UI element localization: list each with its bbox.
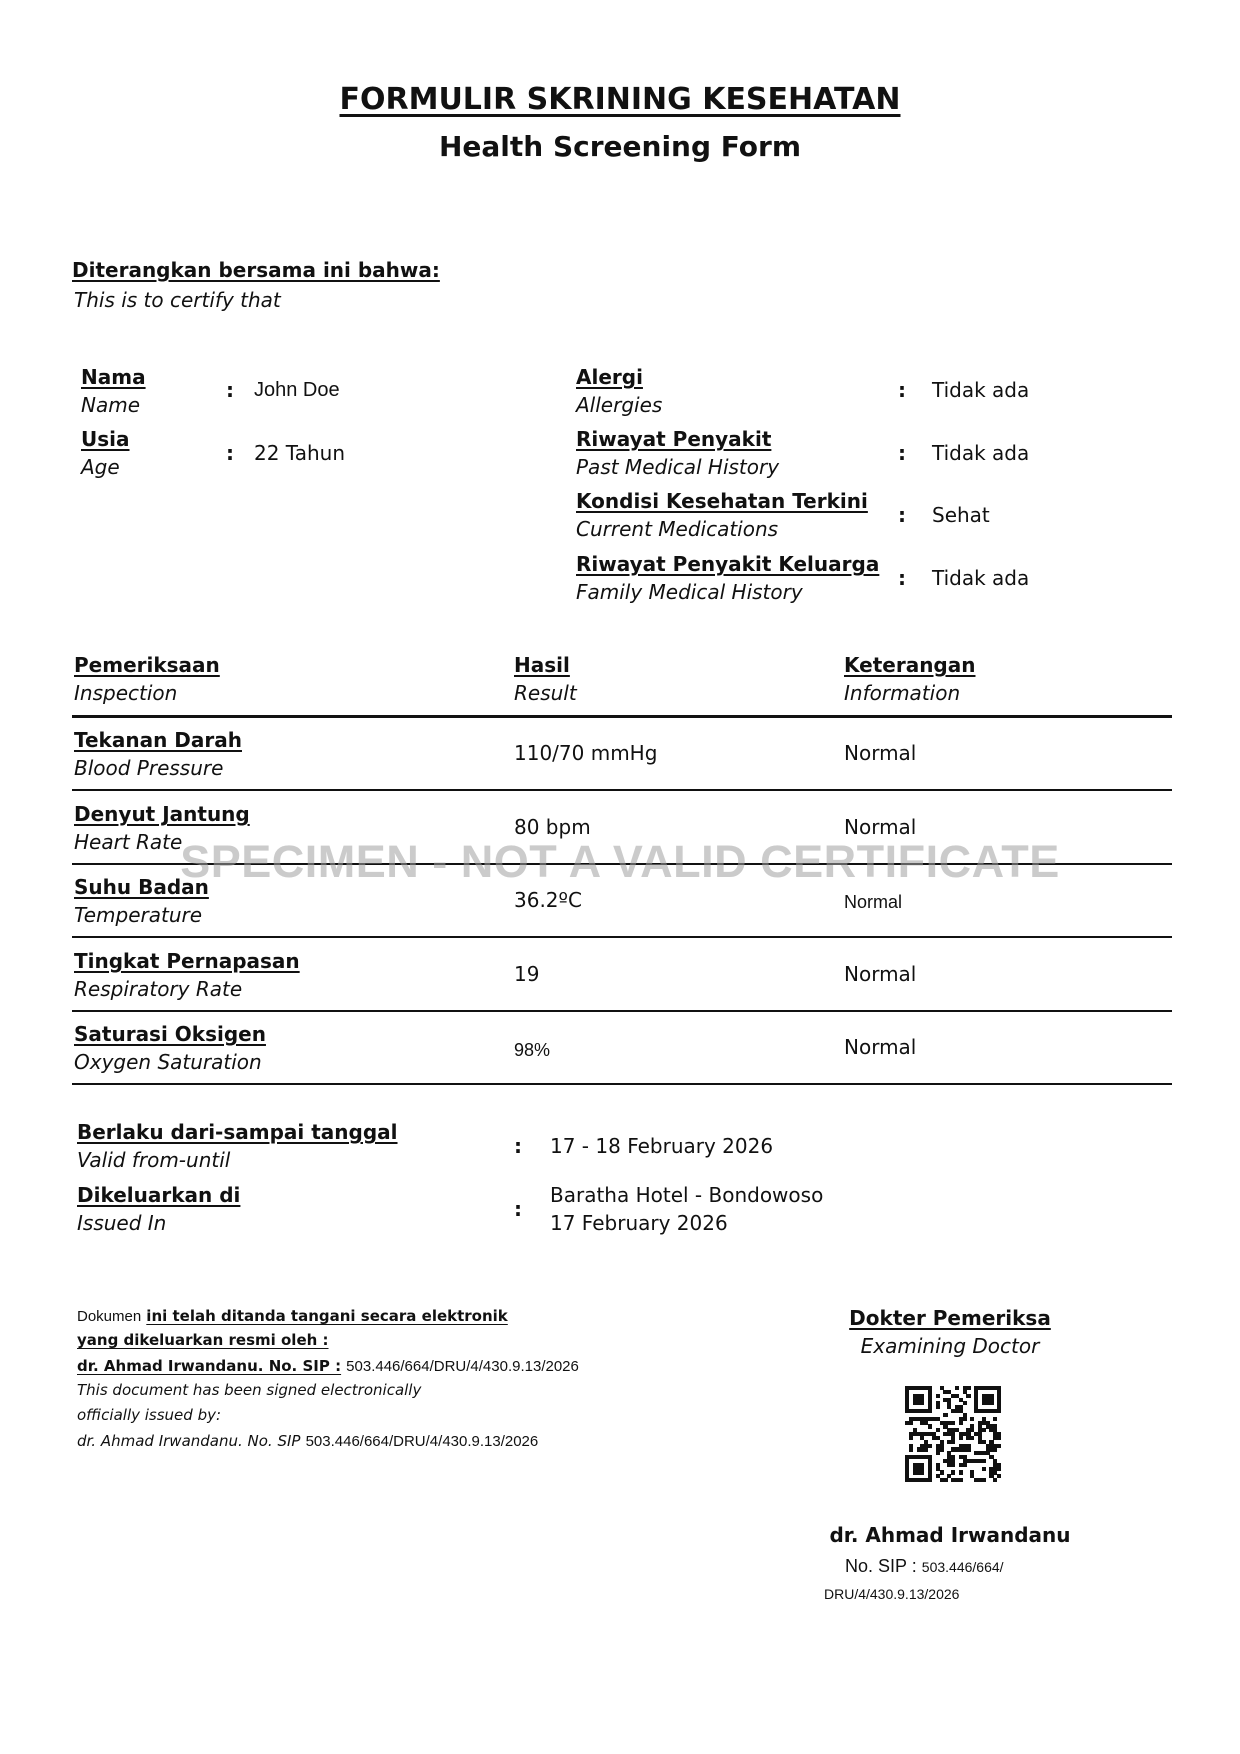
esign-line-6: [77, 1431, 538, 1450]
qr-module: [997, 1444, 1001, 1448]
esign-line-5: officially issued by:: [77, 1406, 222, 1424]
row-label-en: Respiratory Rate: [74, 977, 243, 1001]
issued-date: 17 February 2026: [550, 1211, 728, 1235]
qr-module: [936, 1405, 940, 1409]
qr-module: [997, 1436, 1001, 1440]
allergies-colon: :: [898, 378, 906, 402]
current-condition-label-id: Kondisi Kesehatan Terkini: [576, 489, 868, 513]
past-history-colon: :: [898, 441, 906, 465]
row-label-en: Temperature: [74, 903, 203, 927]
qr-module: [963, 1463, 967, 1467]
esign-line-3-number: 503.446/664/DRU/4/430.9.13/2026: [346, 1358, 579, 1375]
doctor-sip-label: No. SIP :: [845, 1556, 917, 1576]
row-result: 80 bpm: [514, 815, 591, 839]
qr-module: [909, 1447, 913, 1451]
qr-module: [951, 1463, 955, 1467]
doctor-sip-line: [845, 1556, 1004, 1577]
past-history-value: Tidak ada: [932, 441, 1030, 465]
qr-module: [951, 1440, 955, 1444]
qr-module: [909, 1436, 913, 1440]
current-condition-value: Sehat: [932, 503, 990, 527]
row-result: 110/70 mmHg: [514, 741, 658, 765]
qr-module: [936, 1428, 940, 1432]
certify-label-en: This is to certify that: [74, 288, 281, 312]
qr-module: [982, 1467, 986, 1471]
qr-module: [997, 1409, 1001, 1413]
qr-module: [951, 1421, 955, 1425]
doctor-sip-part2: DRU/4/430.9.13/2026: [824, 1586, 960, 1602]
row-divider: [72, 1083, 1172, 1085]
esign-line-3-bold: dr. Ahmad Irwandanu. No. SIP :: [77, 1357, 342, 1375]
row-label-id: Tekanan Darah: [74, 728, 242, 752]
qr-module: [924, 1447, 928, 1451]
qr-module: [920, 1470, 924, 1474]
qr-module: [928, 1478, 932, 1482]
esign-line-3: [77, 1356, 579, 1375]
qr-module: [982, 1459, 986, 1463]
qr-module: [963, 1417, 967, 1421]
family-history-colon: :: [898, 566, 906, 590]
esign-line-1-bold: ini telah ditanda tangani secara elektronik: [146, 1307, 508, 1325]
row-info: Normal: [844, 962, 917, 986]
header-information-id: Keterangan: [844, 653, 976, 677]
allergies-label-id: Alergi: [576, 365, 643, 389]
qr-module: [993, 1447, 997, 1451]
current-condition-label-en: Current Medications: [576, 517, 779, 541]
esign-line-6-text: dr. Ahmad Irwandanu. No. SIP: [77, 1432, 301, 1450]
validity-label-en: Valid from-until: [77, 1148, 231, 1172]
header-information-en: Information: [844, 681, 961, 705]
qr-module: [963, 1401, 967, 1405]
family-history-value: Tidak ada: [932, 566, 1030, 590]
qr-module: [989, 1401, 993, 1405]
qr-module: [940, 1447, 944, 1451]
qr-module: [982, 1428, 986, 1432]
header-inspection-en: Inspection: [74, 681, 178, 705]
validity-value: 17 - 18 February 2026: [550, 1134, 774, 1158]
allergies-value: Tidak ada: [932, 378, 1030, 402]
qr-module: [970, 1436, 974, 1440]
row-divider: [72, 789, 1172, 791]
qr-module: [959, 1436, 963, 1440]
qr-module: [920, 1401, 924, 1405]
esign-line-4: This document has been signed electronically: [77, 1381, 422, 1399]
row-result: 36.2ºC: [514, 888, 582, 912]
qr-module: [955, 1386, 959, 1390]
row-label-id: Denyut Jantung: [74, 802, 250, 826]
age-value: 22 Tahun: [254, 441, 345, 465]
name-label-en: Name: [81, 393, 141, 417]
qr-module: [966, 1394, 970, 1398]
row-info: Normal: [844, 1035, 917, 1059]
form-title-id: FORMULIR SKRINING KESEHATAN: [339, 82, 901, 117]
issued-place: Baratha Hotel - Bondowoso: [550, 1183, 824, 1207]
qr-module: [997, 1474, 1001, 1478]
row-info: Normal: [844, 815, 917, 839]
esign-line-1-plain: Dokumen: [77, 1308, 142, 1325]
row-label-en: Oxygen Saturation: [74, 1050, 262, 1074]
age-label-en: Age: [81, 455, 120, 479]
family-history-label-en: Family Medical History: [576, 580, 803, 604]
row-info: Normal: [844, 741, 917, 765]
row-info: Normal: [844, 892, 903, 912]
row-label-id: Suhu Badan: [74, 875, 209, 899]
qr-module: [993, 1417, 997, 1421]
qr-module: [982, 1478, 986, 1482]
row-result: 98%: [514, 1040, 551, 1060]
esign-line-1: [77, 1306, 508, 1325]
qr-module: [936, 1394, 940, 1398]
table-header-divider: [72, 715, 1172, 718]
qr-module: [970, 1417, 974, 1421]
current-condition-colon: :: [898, 503, 906, 527]
qr-module: [936, 1451, 940, 1455]
issued-label-id: Dikeluarkan di: [77, 1183, 241, 1207]
qr-module: [997, 1467, 1001, 1471]
header-result-id: Hasil: [514, 653, 570, 677]
qr-module: [959, 1470, 963, 1474]
header-inspection-id: Pemeriksaan: [74, 653, 220, 677]
qr-module: [928, 1424, 932, 1428]
qr-code-icon: [905, 1386, 1001, 1482]
age-colon: :: [226, 441, 234, 465]
doctor-title-id: Dokter Pemeriksa: [849, 1306, 1051, 1330]
past-history-label-id: Riwayat Penyakit: [576, 427, 772, 451]
qr-module: [928, 1444, 932, 1448]
row-label-en: Heart Rate: [74, 830, 183, 854]
qr-module: [940, 1470, 944, 1474]
qr-module: [993, 1478, 997, 1482]
past-history-label-en: Past Medical History: [576, 455, 780, 479]
qr-module: [959, 1478, 963, 1482]
name-colon: :: [226, 378, 234, 402]
qr-module: [966, 1447, 970, 1451]
family-history-label-id: Riwayat Penyakit Keluarga: [576, 552, 880, 576]
form-title-en: Health Screening Form: [438, 130, 801, 163]
qr-module: [943, 1478, 947, 1482]
qr-module: [966, 1386, 970, 1390]
row-label-id: Tingkat Pernapasan: [74, 949, 300, 973]
qr-module: [909, 1421, 913, 1425]
header-result-en: Result: [514, 681, 577, 705]
name-value: John Doe: [254, 379, 340, 401]
validity-label-id: Berlaku dari-sampai tanggal: [77, 1120, 398, 1144]
qr-module: [928, 1409, 932, 1413]
qr-module: [959, 1421, 963, 1425]
esign-line-2: yang dikeluarkan resmi oleh :: [77, 1331, 329, 1349]
qr-module: [951, 1470, 955, 1474]
certify-label-id: Diterangkan bersama ini bahwa:: [72, 258, 440, 282]
esign-line-6-number: 503.446/664/DRU/4/430.9.13/2026: [305, 1433, 539, 1450]
doctor-sip-part1: 503.446/664/: [921, 1559, 1004, 1575]
row-result: 19: [514, 962, 540, 986]
row-divider: [72, 1010, 1172, 1012]
row-label-en: Blood Pressure: [74, 756, 224, 780]
issued-colon: :: [514, 1197, 522, 1221]
allergies-label-en: Allergies: [576, 393, 663, 417]
age-label-id: Usia: [81, 427, 130, 451]
qr-module: [943, 1413, 947, 1417]
name-label-id: Nama: [81, 365, 146, 389]
row-divider: [72, 936, 1172, 938]
issued-label-en: Issued In: [77, 1211, 167, 1235]
validity-colon: :: [514, 1134, 522, 1158]
row-label-id: Saturasi Oksigen: [74, 1022, 266, 1046]
doctor-name: dr. Ahmad Irwandanu: [829, 1523, 1071, 1547]
specimen-watermark: SPECIMEN - NOT A VALID CERTIFICATE: [180, 836, 1060, 887]
doctor-title-en: Examining Doctor: [860, 1334, 1040, 1358]
